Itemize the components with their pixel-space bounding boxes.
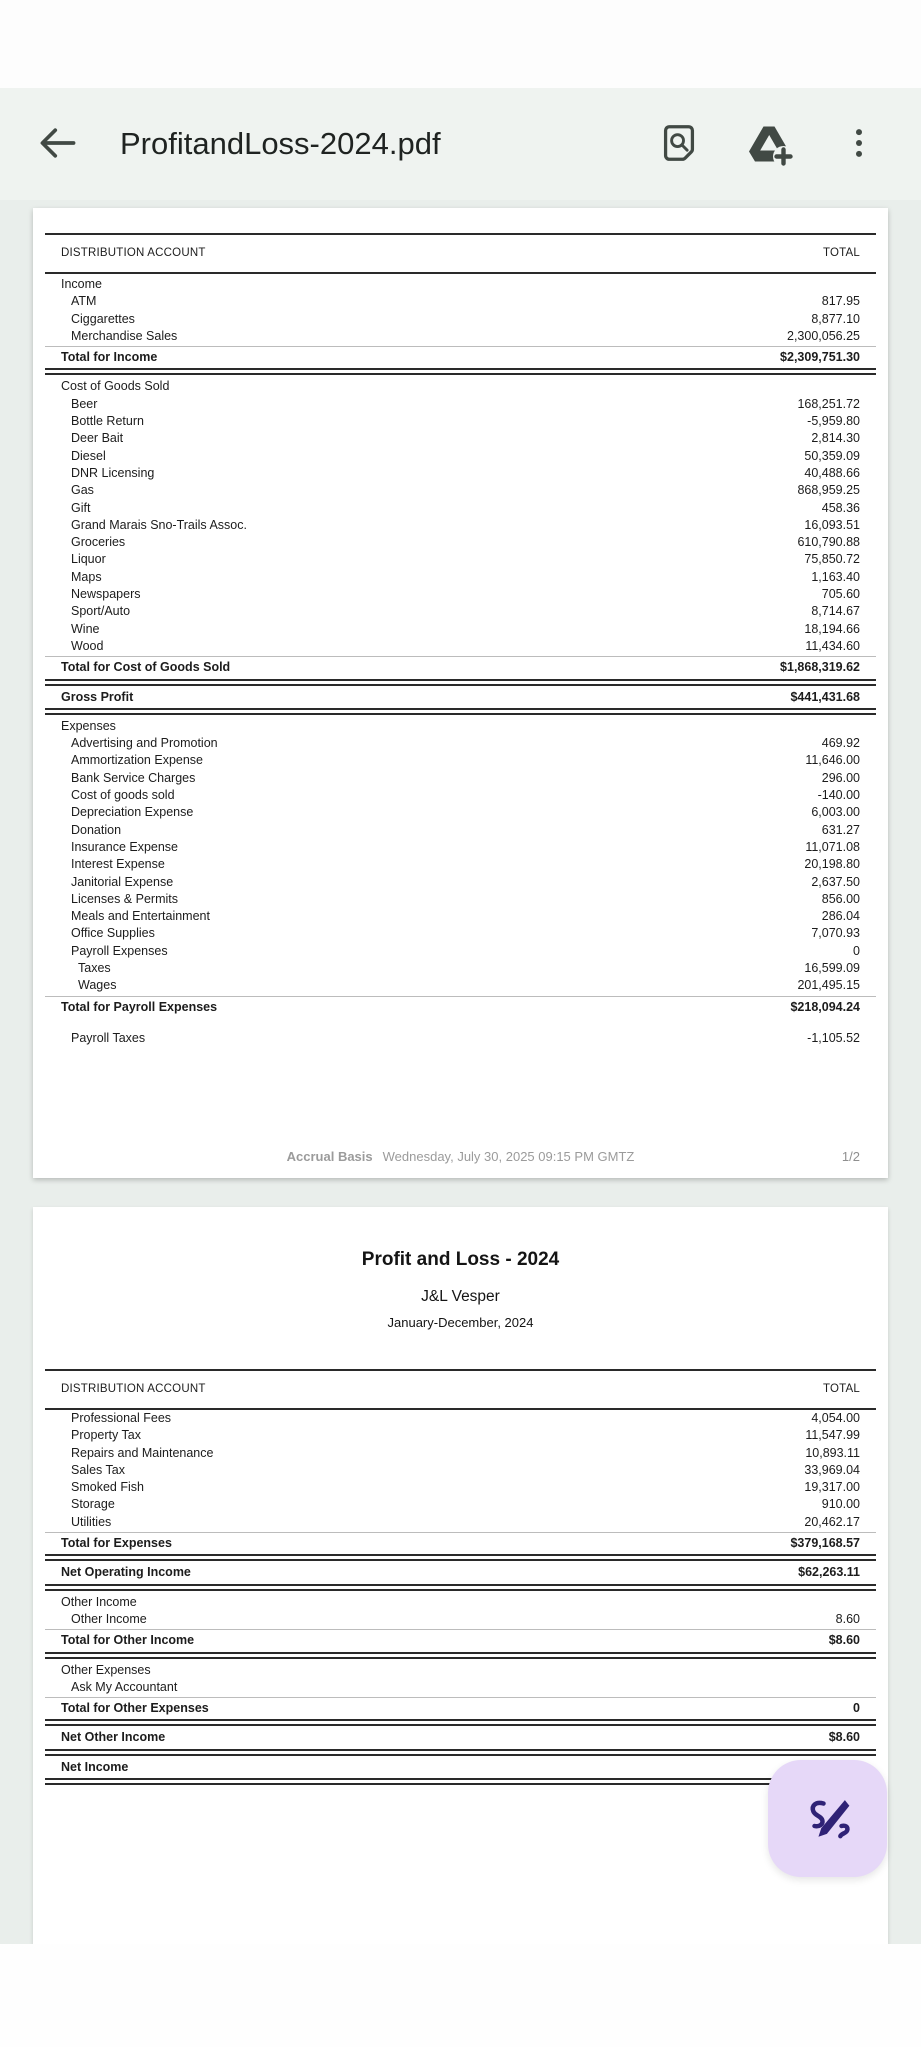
- row-label: Property Tax: [71, 1428, 141, 1443]
- row-label: Expenses: [61, 718, 116, 733]
- row-value: $1,868,319.62: [780, 660, 860, 675]
- row-value: 458.36: [821, 500, 860, 515]
- row-value: 16,599.09: [804, 960, 860, 975]
- row-value: 868,959.25: [797, 483, 860, 498]
- row-label: Professional Fees: [71, 1411, 172, 1425]
- row-value: 11,434.60: [805, 638, 860, 653]
- row-label: Payroll Taxes: [71, 1030, 146, 1045]
- page1-rows: [45, 276, 876, 1047]
- table-row: [45, 735, 876, 752]
- status-bar-area: [0, 0, 921, 88]
- table-row: [45, 925, 876, 942]
- back-arrow-icon: [36, 121, 80, 168]
- row-value: $218,094.24: [790, 999, 860, 1014]
- row-value: 168,251.72: [797, 396, 860, 411]
- row-label: Total for Income: [61, 350, 158, 365]
- table-row: [45, 1759, 876, 1776]
- table-row: [45, 822, 876, 839]
- table-row: [45, 465, 876, 482]
- row-value: 286.04: [821, 909, 860, 924]
- accrual-basis-label: Accrual Basis: [286, 1149, 373, 1164]
- system-nav-area: [0, 1944, 921, 2047]
- table-row: [45, 396, 876, 413]
- row-label: Deer Bait: [71, 431, 124, 446]
- row-label: Donation: [71, 822, 122, 837]
- top-app-bar: [0, 88, 921, 200]
- row-label: Total for Other Income: [61, 1633, 195, 1648]
- row-value: 33,969.04: [804, 1462, 860, 1477]
- add-to-drive-button[interactable]: [737, 112, 801, 176]
- row-label: Total for Other Expenses: [61, 1701, 209, 1716]
- row-value: -140.00: [817, 788, 860, 803]
- section-header-row: [45, 276, 876, 293]
- table-header-account: DISTRIBUTION ACCOUNT: [61, 247, 206, 259]
- row-value: 16,093.51: [804, 517, 860, 532]
- table-row: [45, 839, 876, 856]
- report-footer: [33, 1149, 888, 1164]
- row-value: 40,488.66: [804, 465, 860, 480]
- double-rule: [45, 1584, 876, 1591]
- table-row: [45, 977, 876, 994]
- table-row: [45, 659, 876, 676]
- report-period: January-December, 2024: [387, 1315, 534, 1330]
- pdf-page-2[interactable]: [33, 1207, 888, 1944]
- table-row: [45, 311, 876, 328]
- row-label: Net Operating Income: [61, 1565, 191, 1580]
- row-label: Licenses & Permits: [71, 891, 178, 906]
- row-value: 18,194.66: [804, 621, 860, 636]
- table-header-total: TOTAL: [823, 1383, 860, 1395]
- table-row: [45, 891, 876, 908]
- row-value: 201,495.15: [797, 978, 860, 993]
- table-row: [45, 293, 876, 310]
- row-value: 8,714.67: [811, 604, 860, 619]
- table-row: [45, 856, 876, 873]
- row-label: Smoked Fish: [71, 1480, 144, 1495]
- row-value: 7,070.93: [811, 926, 860, 941]
- row-value: 11,547.99: [805, 1428, 860, 1443]
- row-label: Gift: [71, 500, 91, 515]
- annotate-fab[interactable]: [768, 1760, 887, 1877]
- row-label: Utilities: [71, 1514, 112, 1529]
- row-value: -1,105.52: [807, 1030, 860, 1045]
- table-row: [45, 1427, 876, 1444]
- table-row: [45, 1564, 876, 1581]
- row-label: Insurance Expense: [71, 839, 179, 854]
- row-label: Cost of goods sold: [71, 788, 175, 803]
- row-label: Wine: [71, 621, 100, 636]
- row-value: 8.60: [835, 1611, 860, 1626]
- row-label: Newspapers: [71, 587, 141, 602]
- row-value: 6,003.00: [811, 805, 860, 820]
- table-row: [45, 603, 876, 620]
- thin-rule: [45, 346, 876, 347]
- row-value: 469.92: [821, 736, 860, 751]
- row-value: 19,317.00: [804, 1480, 860, 1495]
- row-label: Gas: [71, 483, 94, 498]
- thin-rule: [45, 1532, 876, 1533]
- row-label: Interest Expense: [71, 857, 165, 872]
- table-row: [45, 534, 876, 551]
- row-label: Wood: [71, 638, 104, 653]
- row-value: 2,637.50: [811, 874, 860, 889]
- table-header-row: [45, 1371, 876, 1408]
- row-value: 910.00: [821, 1497, 860, 1512]
- row-label: Net Other Income: [61, 1730, 166, 1745]
- thin-rule: [45, 996, 876, 997]
- report-heading: [33, 1207, 888, 1330]
- double-rule: [45, 1652, 876, 1659]
- row-label: Cost of Goods Sold: [61, 379, 170, 394]
- row-label: ATM: [71, 294, 97, 309]
- table-row: [45, 569, 876, 586]
- row-label: Depreciation Expense: [71, 805, 194, 820]
- table-row: [45, 960, 876, 977]
- row-value: $8.60: [828, 1730, 860, 1745]
- row-label: Income: [61, 277, 102, 291]
- report-company: J&L Vesper: [421, 1288, 500, 1305]
- section-header-row: [45, 718, 876, 735]
- table-row: [45, 500, 876, 517]
- row-spacer: [45, 1016, 876, 1030]
- section-header-row: [45, 1662, 876, 1679]
- row-value: $379,168.57: [790, 1536, 860, 1551]
- table-row: [45, 430, 876, 447]
- table-row: [45, 1679, 876, 1696]
- stylus-annotate-icon: [801, 1790, 855, 1847]
- table-header-row: [45, 235, 876, 272]
- table-row: [45, 1700, 876, 1717]
- row-label: Diesel: [71, 448, 106, 463]
- row-value: 2,300,056.25: [787, 328, 860, 343]
- overflow-menu-button[interactable]: [827, 112, 891, 176]
- report-title: Profit and Loss - 2024: [361, 1249, 560, 1270]
- thin-rule: [45, 656, 876, 657]
- row-value: 10,893.11: [805, 1445, 860, 1460]
- row-label: Sport/Auto: [71, 604, 131, 619]
- table-row: [45, 413, 876, 430]
- row-label: Grand Marais Sno-Trails Assoc.: [71, 517, 247, 532]
- toolbar-actions: [647, 112, 891, 176]
- row-label: Total for Cost of Goods Sold: [61, 660, 231, 675]
- thin-rule: [45, 1629, 876, 1630]
- table-row: [45, 328, 876, 345]
- add-to-drive-icon: [745, 119, 793, 170]
- page-indicator: 1/2: [841, 1149, 860, 1164]
- overflow-menu-icon: [839, 121, 879, 168]
- table-row: [45, 908, 876, 925]
- page1-report-table: [33, 208, 888, 1047]
- page2-rows: [45, 1410, 876, 1785]
- row-label: Gross Profit: [61, 689, 134, 704]
- double-rule: [45, 1554, 876, 1561]
- row-value: 1,163.40: [811, 569, 860, 584]
- row-value: 11,071.08: [805, 839, 860, 854]
- row-value: 75,850.72: [804, 552, 860, 567]
- row-value: $8.60: [828, 1633, 860, 1648]
- row-label: Net Income: [61, 1759, 129, 1774]
- row-label: Taxes: [78, 960, 111, 975]
- table-rule: [45, 272, 876, 274]
- row-label: Bottle Return: [71, 414, 144, 429]
- row-label: Repairs and Maintenance: [71, 1445, 214, 1460]
- row-label: Office Supplies: [71, 926, 155, 941]
- row-label: Ammortization Expense: [71, 753, 204, 768]
- row-value: 856.00: [821, 891, 860, 906]
- row-label: Other Income: [71, 1611, 147, 1626]
- row-label: Total for Expenses: [61, 1536, 172, 1551]
- row-value: 817.95: [821, 294, 860, 309]
- pdf-canvas[interactable]: [0, 200, 921, 1944]
- table-row: [45, 482, 876, 499]
- row-label: DNR Licensing: [71, 465, 155, 480]
- table-row: [45, 448, 876, 465]
- row-value: $441,431.68: [790, 689, 860, 704]
- row-value: 0: [853, 943, 860, 958]
- pdf-page-1[interactable]: [33, 208, 888, 1178]
- thin-rule: [45, 1697, 876, 1698]
- double-rule: [45, 708, 876, 715]
- row-value: 4,054.00: [811, 1411, 860, 1425]
- table-row: [45, 689, 876, 706]
- row-label: Janitorial Expense: [71, 874, 174, 889]
- row-label: Beer: [71, 396, 98, 411]
- row-value: 705.60: [821, 587, 860, 602]
- row-value: $62,263.11: [798, 1565, 860, 1580]
- table-row: [45, 517, 876, 534]
- table-row: [45, 1479, 876, 1496]
- find-in-document-button[interactable]: [647, 112, 711, 176]
- table-row: [45, 1030, 876, 1047]
- row-label: Payroll Expenses: [71, 943, 168, 958]
- table-row: [45, 638, 876, 655]
- double-rule: [45, 368, 876, 375]
- table-row: [45, 1632, 876, 1649]
- row-value: 20,462.17: [804, 1514, 860, 1529]
- row-label: Meals and Entertainment: [71, 909, 210, 924]
- report-datetime: Wednesday, July 30, 2025 09:15 PM GMTZ: [382, 1149, 635, 1164]
- table-header-account: DISTRIBUTION ACCOUNT: [61, 1383, 206, 1395]
- row-label: Other Income: [61, 1594, 137, 1609]
- row-value: 20,198.80: [804, 857, 860, 872]
- document-title: ProfitandLoss-2024.pdf: [120, 126, 441, 161]
- table-row: [45, 804, 876, 821]
- table-row: [45, 999, 876, 1016]
- row-label: Wages: [78, 978, 117, 993]
- back-button[interactable]: [26, 112, 90, 176]
- row-value: 11,646.00: [805, 753, 860, 768]
- table-row: [45, 551, 876, 568]
- table-row: [45, 787, 876, 804]
- table-row: [45, 1729, 876, 1746]
- row-label: Merchandise Sales: [71, 328, 178, 343]
- row-value: 50,359.09: [804, 448, 860, 463]
- table-row: [45, 1462, 876, 1479]
- row-label: Bank Service Charges: [71, 770, 196, 785]
- row-value: 296.00: [821, 770, 860, 785]
- table-row: [45, 1445, 876, 1462]
- table-row: [45, 1535, 876, 1552]
- row-label: Advertising and Promotion: [71, 736, 218, 751]
- row-label: Ciggarettes: [71, 311, 135, 326]
- double-rule: [45, 1749, 876, 1756]
- table-row: [45, 621, 876, 638]
- table-row: [45, 349, 876, 366]
- table-row: [45, 752, 876, 769]
- row-label: Liquor: [71, 552, 106, 567]
- table-row: [45, 943, 876, 960]
- row-label: Groceries: [71, 535, 126, 550]
- table-row: [45, 1410, 876, 1427]
- row-value: 0: [853, 1701, 860, 1716]
- row-value: 631.27: [821, 822, 860, 837]
- row-label: Maps: [71, 569, 102, 584]
- double-rule: [45, 1719, 876, 1726]
- table-row: [45, 1496, 876, 1513]
- table-row: [45, 770, 876, 787]
- row-value: 2,814.30: [811, 431, 860, 446]
- page2-report-table: [33, 1330, 888, 1785]
- row-label: Ask My Accountant: [71, 1679, 178, 1694]
- row-value: $2,309,751.30: [780, 350, 860, 365]
- section-header-row: [45, 1594, 876, 1611]
- find-in-document-icon: [656, 120, 702, 169]
- table-header-total: TOTAL: [823, 247, 860, 259]
- double-rule: [45, 1778, 876, 1785]
- table-row: [45, 586, 876, 603]
- table-row: [45, 1611, 876, 1628]
- row-label: Other Expenses: [61, 1662, 151, 1677]
- row-label: Sales Tax: [71, 1462, 125, 1477]
- table-row: [45, 874, 876, 891]
- row-value: 610,790.88: [797, 535, 860, 550]
- row-value: -5,959.80: [807, 414, 860, 429]
- row-value: 8,877.10: [811, 311, 860, 326]
- table-row: [45, 1514, 876, 1531]
- section-header-row: [45, 378, 876, 395]
- row-label: Total for Payroll Expenses: [61, 999, 218, 1014]
- double-rule: [45, 679, 876, 686]
- row-label: Storage: [71, 1497, 115, 1512]
